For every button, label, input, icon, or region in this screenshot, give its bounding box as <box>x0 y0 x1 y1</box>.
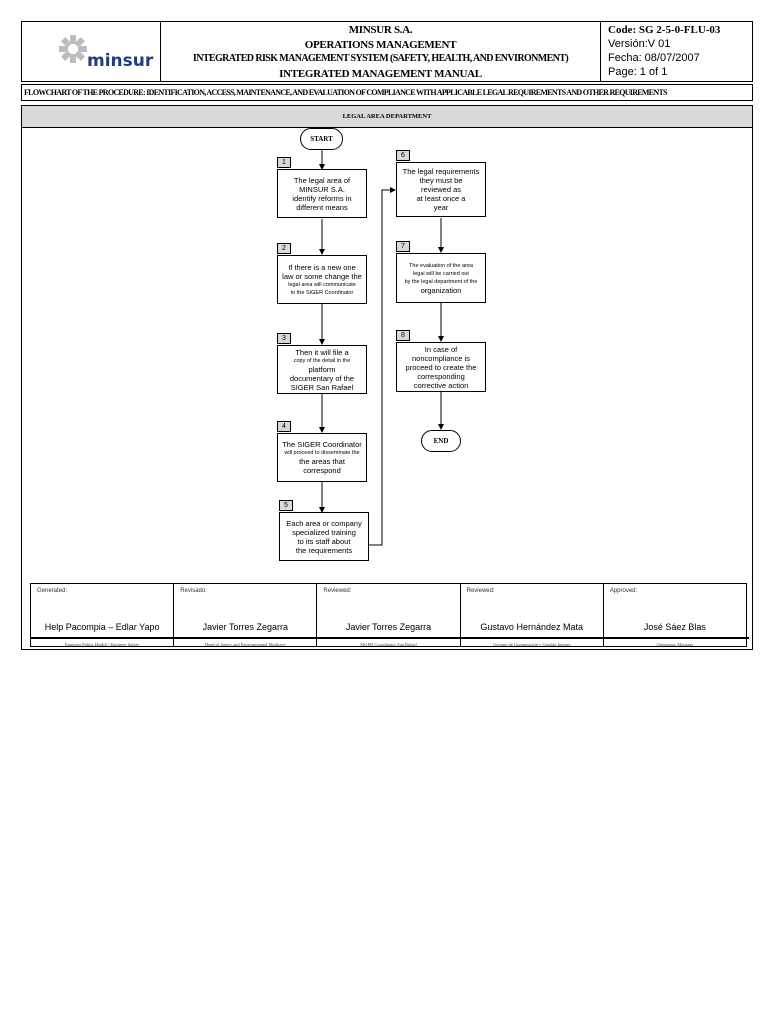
step-number: 7 <box>396 241 410 252</box>
end-terminal: END <box>421 430 461 452</box>
signer-role: Operations Manager <box>656 642 694 647</box>
step-text: copy of the detail in the <box>293 357 351 364</box>
signer-name: Javier Torres Zegarra <box>202 622 288 632</box>
step-box-1 <box>277 169 367 218</box>
step-text: The evaluation of the area <box>409 262 473 269</box>
step-box-7 <box>396 253 486 303</box>
signer-role: Head of Safety and Environmental Medicine <box>205 642 286 647</box>
step-text: Then it will file a <box>295 347 349 357</box>
flowchart-title: FLOWCHART OF THE PROCEDURE: IDENTIFICATION, ACCESS, MAINTENANCE, AND EVALUATION OF COMPLIANCE WITH APPLICABLE LEGAL REQUIREMENTS AND OTHER REQUIREMENTS <box>21 84 753 101</box>
signature-label: Reviewed: <box>323 588 352 594</box>
step-box-4 <box>277 433 367 482</box>
step-text: legal area will communicate <box>288 281 356 288</box>
step-text: proceed to create the <box>405 362 477 372</box>
step-text: they must be <box>419 176 463 185</box>
step-text: corrective action <box>413 380 469 390</box>
step-text: organization <box>420 285 462 295</box>
company-name: MINSUR S.A. <box>348 24 413 36</box>
step-text: The legal area of <box>293 175 351 185</box>
signer-name: Help Pacompia – Edlar Yapo <box>44 622 160 632</box>
signature-divider <box>30 637 749 639</box>
step-number: 6 <box>396 150 410 161</box>
step-text: the requirements <box>295 545 353 555</box>
step-text: SIGER San Rafael <box>290 382 354 392</box>
signature-label: Reviewed: <box>466 588 495 594</box>
step-text: law or some change the <box>282 271 362 281</box>
signature-label: Generated: <box>37 588 68 594</box>
step-box-6 <box>396 162 486 217</box>
doc-page: Page: 1 of 1 <box>608 66 668 78</box>
step-number: 4 <box>277 421 291 432</box>
step-text: noncompliance is <box>412 353 470 363</box>
step-box-2 <box>277 255 367 304</box>
step-text: corresponding <box>417 371 465 381</box>
step-text: by the legal department of the <box>404 278 478 285</box>
step-text: The SIGER Coordinator <box>282 440 362 449</box>
step-number: 5 <box>279 500 293 511</box>
step-text: year <box>433 203 449 212</box>
step-text: to its staff about <box>297 536 351 546</box>
step-box-8 <box>396 342 486 392</box>
arrow-5-6 <box>369 190 395 545</box>
step-text: In case of <box>424 344 458 354</box>
signer-role: Gerente de Organización y Gestión Interna <box>493 642 571 647</box>
step-text: different means <box>296 202 348 212</box>
signature-label: Approved: <box>609 588 638 594</box>
step-text: correspond <box>303 466 341 475</box>
step-number: 8 <box>396 330 410 341</box>
step-box-3 <box>277 345 367 394</box>
signer-name: José Sáez Blas <box>643 622 706 632</box>
system-name: INTEGRATED RISK MANAGEMENT SYSTEM (SAFETY, HEALTH, AND ENVIRONMENT) <box>192 53 569 64</box>
step-text: documentary of the <box>289 373 355 383</box>
step-box-5 <box>279 512 369 561</box>
step-text: reviewed as <box>420 185 462 194</box>
doc-version: Versión:V 01 <box>608 38 671 50</box>
step-number: 3 <box>277 333 291 344</box>
step-text: platform <box>308 364 336 374</box>
step-text: Each area or company <box>286 518 362 528</box>
signer-name: Gustavo Hernández Mata <box>480 622 583 632</box>
step-text: will proceed to disseminate the <box>284 450 360 456</box>
svg-text:minsur: minsur <box>87 51 154 71</box>
doc-date: Fecha: 08/07/2007 <box>608 52 700 64</box>
signer-name: Javier Torres Zegarra <box>345 622 432 632</box>
signer-role: Engineer Public Health / Engineer Safety <box>64 642 140 647</box>
step-text: MINSUR S.A. <box>299 184 345 194</box>
lane-header: LEGAL AREA DEPARTMENT <box>21 105 753 128</box>
doc-code: Code: SG 2-5-0-FLU-03 <box>608 24 721 36</box>
step-number: 2 <box>277 243 291 254</box>
manual-name: INTEGRATED MANAGEMENT MANUAL <box>279 67 482 80</box>
step-number: 1 <box>277 157 291 168</box>
department-name: OPERATIONS MANAGEMENT <box>304 38 457 51</box>
start-terminal: START <box>300 128 343 150</box>
step-text: at least once a <box>416 194 466 203</box>
step-text: If there is a new one <box>288 262 356 272</box>
step-text: the areas that <box>299 457 345 466</box>
step-text: legal will be carried out <box>413 270 469 277</box>
step-text: specialized training <box>292 527 356 537</box>
signer-role: SIGER Coordinator San Rafael <box>360 642 417 647</box>
step-text: to the SIGER Coordinator <box>290 289 354 296</box>
signature-label: Revisado: <box>180 588 207 594</box>
step-text: identify reforms in <box>292 193 352 203</box>
step-text: The legal requirements <box>402 167 480 176</box>
